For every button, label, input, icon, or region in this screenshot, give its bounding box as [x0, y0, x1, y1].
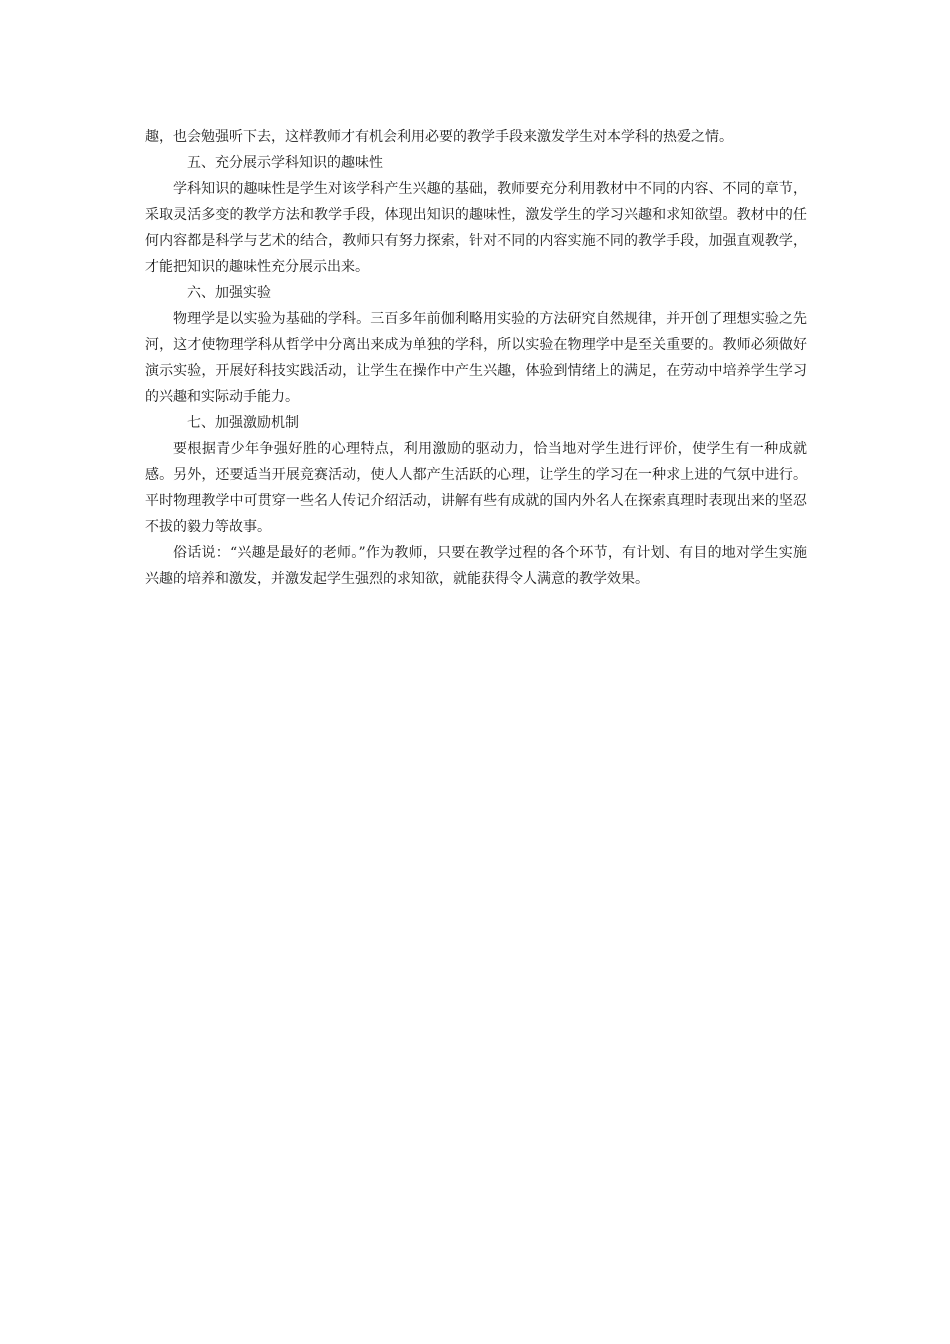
section-body-7: 要根据青少年争强好胜的心理特点，利用激励的驱动力，恰当地对学生进行评价，使学生有一种成就感。另外，还要适当开展竞赛活动，使人人都产生活跃的心理，让学生的学习在一种求上进的气氛中进行。平时物理教学中可贯穿一些名人传记介绍活动，讲解有些有成就的国内外名人在探索真理时表现出来的坚忍不拔的毅力等故事。 [145, 441, 807, 535]
section-heading-6: 六、加强实验 [187, 285, 271, 301]
continuation-paragraph: 趣，也会勉强听下去，这样教师才有机会利用必要的教学手段来激发学生对本学科的热爱之情。 [145, 129, 733, 145]
section-heading-5: 五、充分展示学科知识的趣味性 [187, 155, 383, 171]
document-page [145, 124, 807, 592]
section-heading-7: 七、加强激励机制 [187, 415, 299, 431]
section-body-5: 学科知识的趣味性是学生对该学科产生兴趣的基础，教师要充分利用教材中不同的内容、不同的章节，采取灵活多变的教学方法和教学手段，体现出知识的趣味性，激发学生的学习兴趣和求知欲望。教材中的任何内容都是科学与艺术的结合，教师只有努力探索，针对不同的内容实施不同的教学手段，加强直观教学，才能把知识的趣味性充分展示出来。 [145, 181, 807, 275]
section-body-6: 物理学是以实验为基础的学科。三百多年前伽利略用实验的方法研究自然规律，并开创了理想实验之先河，这才使物理学科从哲学中分离出来成为单独的学科，所以实验在物理学中是至关重要的。教师必须做好演示实验，开展好科技实践活动，让学生在操作中产生兴趣，体验到情绪上的满足，在劳动中培养学生学习的兴趣和实际动手能力。 [145, 311, 807, 405]
conclusion-paragraph: 俗话说：“兴趣是最好的老师。”作为教师，只要在教学过程的各个环节，有计划、有目的地对学生实施兴趣的培养和激发，并激发起学生强烈的求知欲，就能获得令人满意的教学效果。 [145, 545, 807, 587]
